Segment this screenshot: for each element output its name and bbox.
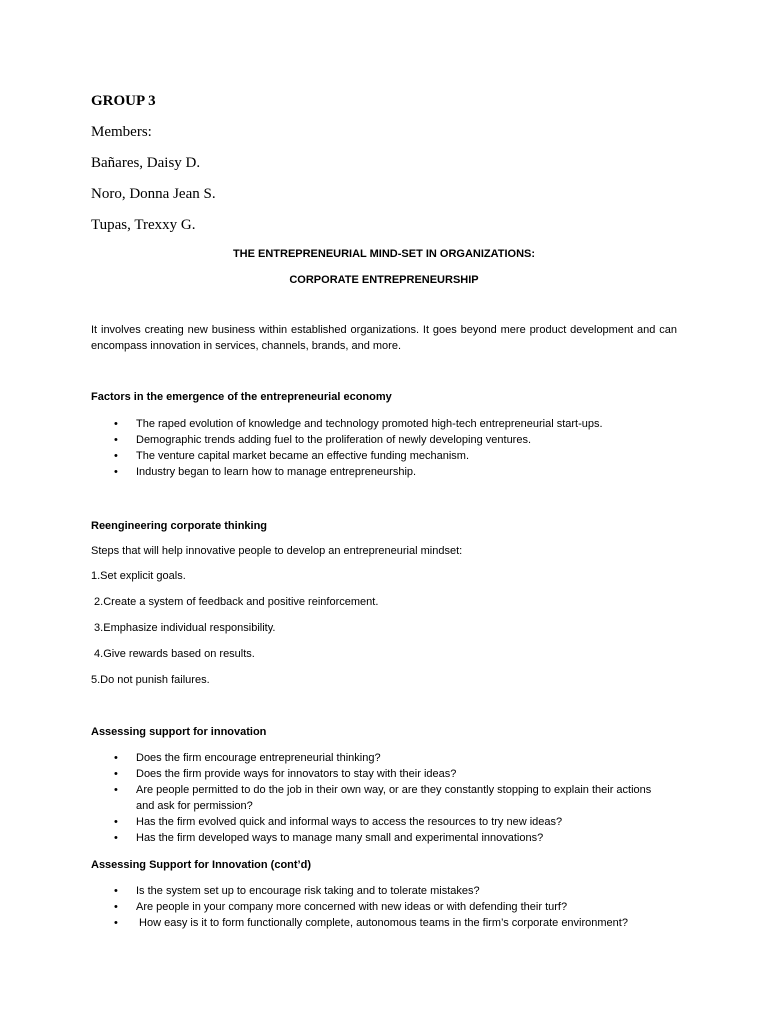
list-item: • The venture capital market became an effective funding mechanism. <box>114 450 470 462</box>
group-title: GROUP 3 <box>91 93 156 109</box>
list-item: • Does the firm encourage entrepreneurial thinking? <box>114 752 381 764</box>
list-item: • How easy is it to form functionally complete, autonomous teams in the firm’s corporate environment? <box>114 917 628 929</box>
list-item: • Is the system set up to encourage risk taking and to tolerate mistakes? <box>114 885 480 897</box>
bullet-icon: • <box>114 418 118 430</box>
step-item: 2.Create a system of feedback and positive reinforcement. <box>91 596 379 608</box>
reengineering-heading: Reengineering corporate thinking <box>91 520 268 532</box>
bullet-icon: • <box>114 832 118 844</box>
step-item: 4.Give rewards based on results. <box>91 648 255 660</box>
list-item: • The raped evolution of knowledge and technology promoted high-tech entrepreneurial start-ups. <box>114 418 603 430</box>
members-label: Members: <box>91 124 152 140</box>
assessing-contd-heading: Assessing Support for Innovation (cont’d) <box>91 859 311 871</box>
assessing-list <box>0 750 700 846</box>
bullet-icon: • <box>114 901 118 913</box>
step-item: 3.Emphasize individual responsibility. <box>91 622 276 634</box>
member-name: Noro, Donna Jean S. <box>91 186 216 202</box>
bullet-icon: • <box>114 816 118 828</box>
member-name: Tupas, Trexxy G. <box>91 217 196 233</box>
list-item: • Demographic trends adding fuel to the proliferation of newly developing ventures. <box>114 434 532 446</box>
list-item: • Are people in your company more concerned with new ideas or with defending their turf? <box>114 901 568 913</box>
assessing-heading: Assessing support for innovation <box>91 726 267 738</box>
document-title: THE ENTREPRENEURIAL MIND-SET IN ORGANIZATIONS: <box>232 248 536 260</box>
member-name: Bañares, Daisy D. <box>91 155 201 171</box>
assessing-contd-list <box>0 883 700 931</box>
bullet-icon: • <box>114 917 118 929</box>
list-item: • Has the firm developed ways to manage many small and experimental innovations? <box>114 832 544 844</box>
list-item: • Does the firm provide ways for innovators to stay with their ideas? <box>114 768 457 780</box>
bullet-icon: • <box>114 434 118 446</box>
step-item: 5.Do not punish failures. <box>91 674 210 686</box>
list-item: • Are people permitted to do the job in their own way, or are they constantly stopping to explain their actions and ask for permission? <box>114 784 652 812</box>
bullet-icon: • <box>114 784 118 796</box>
intro-paragraph: It involves creating new business within established organizations. It goes beyond mere product development and can encompass innovation in services, channels, brands, and more. <box>91 324 677 352</box>
document-subtitle: CORPORATE ENTREPRENEURSHIP <box>289 274 479 286</box>
bullet-icon: • <box>114 466 118 478</box>
bullet-icon: • <box>114 450 118 462</box>
bullet-icon: • <box>114 885 118 897</box>
list-item: • Has the firm evolved quick and informal ways to access the resources to try new ideas? <box>114 816 563 828</box>
factors-list <box>0 416 700 480</box>
reengineering-intro: Steps that will help innovative people to develop an entrepreneurial mindset: <box>91 545 463 557</box>
bullet-icon: • <box>114 768 118 780</box>
step-item: 1.Set explicit goals. <box>91 570 186 582</box>
bullet-icon: • <box>114 752 118 764</box>
factors-heading: Factors in the emergence of the entrepreneurial economy <box>91 391 392 403</box>
list-item: • Industry began to learn how to manage entrepreneurship. <box>114 466 417 478</box>
